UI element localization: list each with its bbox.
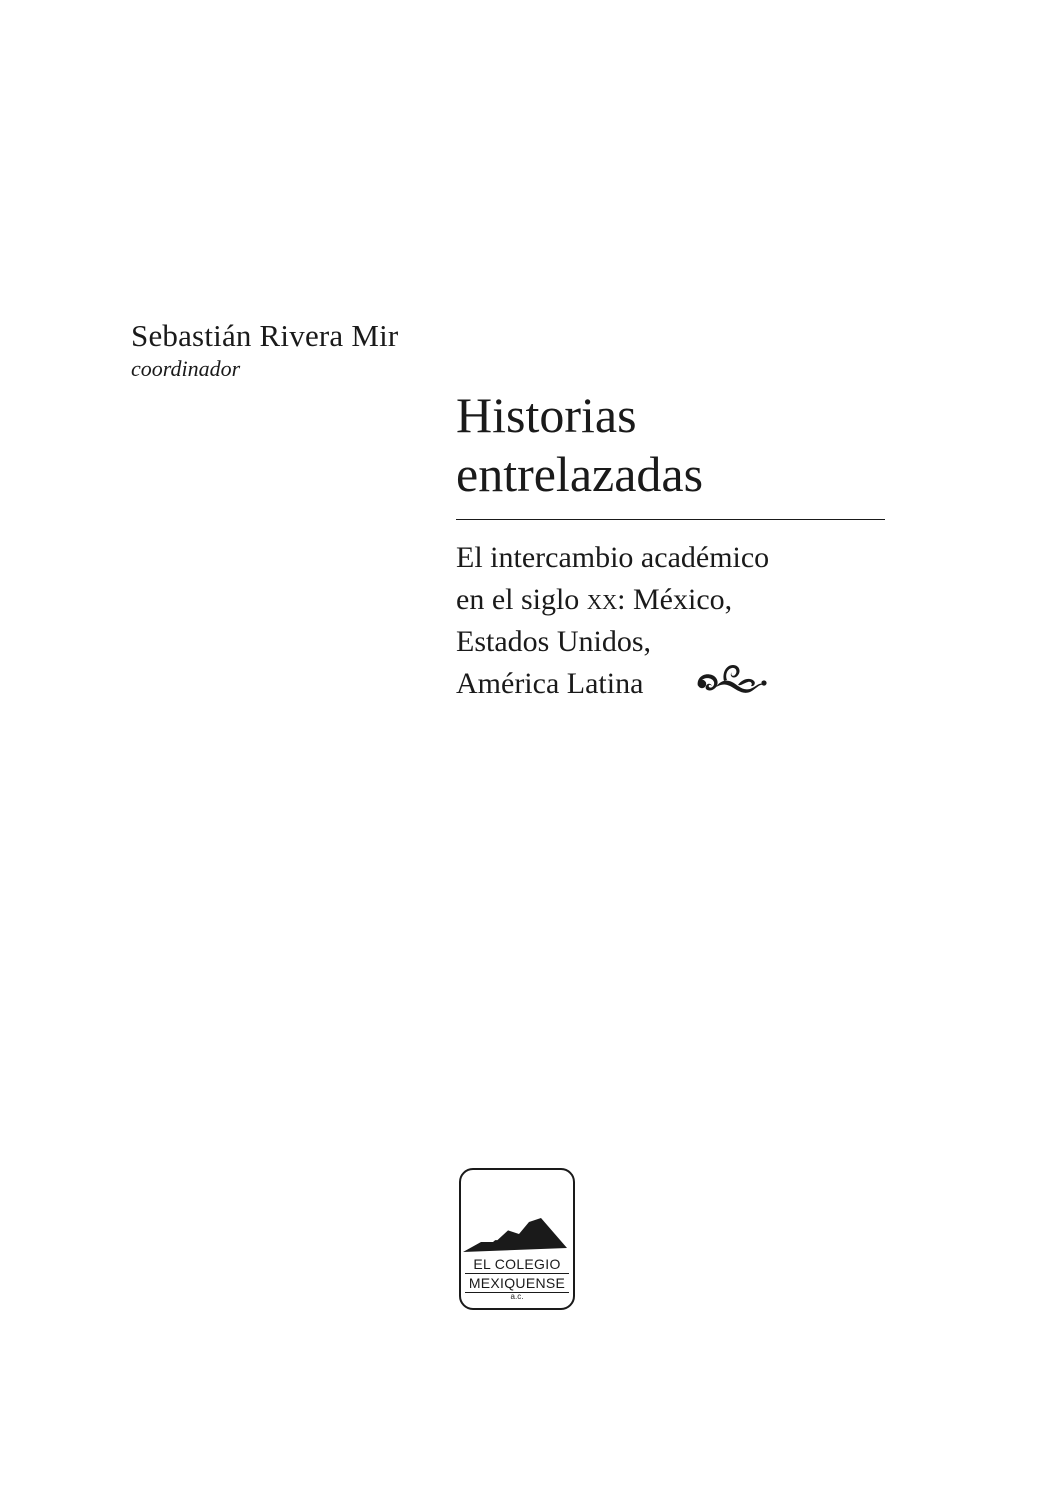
logo-text-line: EL COLEGIO [473, 1256, 561, 1272]
title-divider [456, 519, 885, 520]
subtitle-line [456, 579, 769, 621]
logo-text-line: MEXIQUENSE [468, 1275, 566, 1291]
fleuron-ornament-icon [694, 661, 768, 697]
subtitle-line: Estados Unidos, [456, 625, 651, 658]
mountain-logo-icon [463, 1208, 571, 1260]
author-name: Sebastián Rivera Mir [131, 318, 399, 353]
book-title [456, 386, 703, 504]
book-title-line: entrelazadas [456, 446, 704, 502]
logo-divider [465, 1273, 569, 1274]
author-role: coordinador [131, 356, 241, 381]
century-numeral: xx [586, 583, 618, 616]
subtitle-line: América Latina [456, 667, 644, 700]
subtitle-line: El intercambio académico [456, 541, 770, 574]
logo-suffix: a.c. [510, 1292, 524, 1301]
subtitle-text: : México, [617, 583, 733, 616]
publisher-logo [459, 1168, 575, 1310]
subtitle-text: en el siglo [456, 583, 587, 616]
book-title-line: Historias [456, 387, 637, 443]
